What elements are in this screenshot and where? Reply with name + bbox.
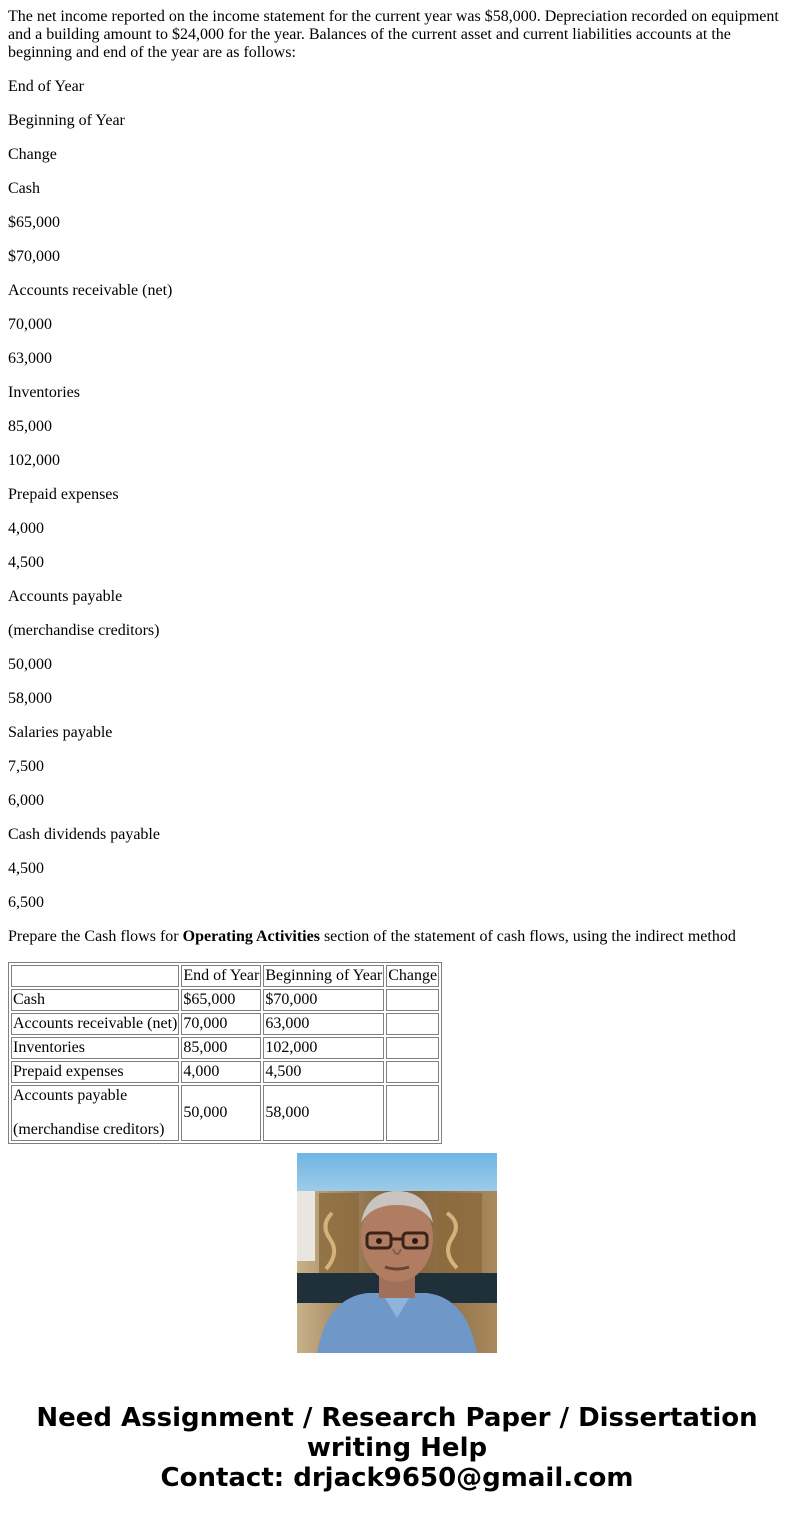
table-row bbox=[11, 1085, 439, 1141]
promo-line: writing Help bbox=[306, 1433, 488, 1463]
prompt-text-before: Prepare the Cash flows for bbox=[8, 928, 183, 945]
balance-paragraph: Cash dividends payable bbox=[8, 826, 160, 843]
table-cell-label bbox=[11, 1085, 179, 1141]
balance-paragraph: Accounts payable bbox=[8, 588, 123, 605]
balance-paragraph: $65,000 bbox=[8, 214, 60, 231]
table-cell-label: Prepaid expenses bbox=[11, 1061, 179, 1083]
promo-line: Need Assignment / Research Paper / Dissertation bbox=[36, 1403, 758, 1433]
table-row bbox=[11, 1061, 439, 1083]
table-cell-label: Accounts receivable (net) bbox=[11, 1013, 179, 1035]
prompt-paragraph bbox=[8, 928, 786, 946]
table-row bbox=[11, 1013, 439, 1035]
table-cell-label-line: (merchandise creditors) bbox=[13, 1121, 165, 1138]
table-cell-end: $65,000 bbox=[181, 989, 261, 1011]
table-cell-change bbox=[386, 989, 439, 1011]
balance-paragraph: 85,000 bbox=[8, 418, 52, 435]
balance-paragraph: 4,000 bbox=[8, 520, 44, 537]
table-row bbox=[11, 1037, 439, 1059]
table-cell-change bbox=[386, 1013, 439, 1035]
prompt-text-bold: Operating Activities bbox=[182, 928, 320, 945]
balance-paragraph: Inventories bbox=[8, 384, 80, 401]
balance-paragraph: 102,000 bbox=[8, 452, 60, 469]
document-body bbox=[8, 8, 786, 946]
table-header-row bbox=[11, 965, 439, 987]
balance-paragraph: Accounts receivable (net) bbox=[8, 282, 173, 299]
balance-paragraph: 7,500 bbox=[8, 758, 44, 775]
table-row bbox=[11, 989, 439, 1011]
table-header-cell bbox=[11, 965, 179, 987]
table-cell-begin: 102,000 bbox=[263, 1037, 384, 1059]
balance-paragraph: Beginning of Year bbox=[8, 112, 125, 129]
table-cell-begin: 63,000 bbox=[263, 1013, 384, 1035]
table-cell-end: 70,000 bbox=[181, 1013, 261, 1035]
table-cell-end: 4,000 bbox=[181, 1061, 261, 1083]
table-cell-label-line: Accounts payable bbox=[13, 1087, 128, 1104]
promo-contact: Contact: drjack9650@gmail.com bbox=[160, 1463, 634, 1493]
table-cell-change bbox=[386, 1061, 439, 1083]
table-header-cell: Beginning of Year bbox=[263, 965, 384, 987]
table-cell-begin: 4,500 bbox=[263, 1061, 384, 1083]
balance-paragraph: 6,500 bbox=[8, 894, 44, 911]
balance-paragraph: 70,000 bbox=[8, 316, 52, 333]
balance-table-container bbox=[8, 962, 438, 1138]
balance-paragraph: 4,500 bbox=[8, 554, 44, 571]
balance-table bbox=[8, 962, 442, 1144]
table-cell-end: 50,000 bbox=[181, 1085, 261, 1141]
balance-paragraph: End of Year bbox=[8, 78, 84, 95]
balance-paragraph: Change bbox=[8, 146, 57, 163]
table-header-cell: Change bbox=[386, 965, 439, 987]
table-cell-change bbox=[386, 1085, 439, 1141]
intro-paragraph: The net income reported on the income statement for the current year was $58,000. Depreciation recorded on equipment and a building amount to $24,000 for the year. Balances of the current asset and current liabilities accounts at the beginning and end of the year are as follows: bbox=[8, 8, 779, 61]
promo-footer bbox=[0, 1403, 794, 1493]
balance-paragraph: 58,000 bbox=[8, 690, 52, 707]
balance-paragraph: Prepaid expenses bbox=[8, 486, 119, 503]
balance-paragraph: $70,000 bbox=[8, 248, 60, 265]
table-cell-begin: 58,000 bbox=[263, 1085, 384, 1141]
author-portrait-image bbox=[297, 1153, 497, 1353]
balance-paragraph: Salaries payable bbox=[8, 724, 113, 741]
balance-paragraph: (merchandise creditors) bbox=[8, 622, 160, 639]
balance-paragraph: 63,000 bbox=[8, 350, 52, 367]
balance-paragraph: 4,500 bbox=[8, 860, 44, 877]
table-cell-label: Inventories bbox=[11, 1037, 179, 1059]
table-cell-label: Cash bbox=[11, 989, 179, 1011]
balance-paragraph: 6,000 bbox=[8, 792, 44, 809]
table-cell-end: 85,000 bbox=[181, 1037, 261, 1059]
table-header-cell: End of Year bbox=[181, 965, 261, 987]
balance-paragraph: Cash bbox=[8, 180, 40, 197]
author-avatar bbox=[297, 1153, 497, 1353]
table-cell-begin: $70,000 bbox=[263, 989, 384, 1011]
table-cell-change bbox=[386, 1037, 439, 1059]
balance-paragraph: 50,000 bbox=[8, 656, 52, 673]
prompt-text-after: section of the statement of cash flows, using the indirect method bbox=[319, 928, 736, 945]
